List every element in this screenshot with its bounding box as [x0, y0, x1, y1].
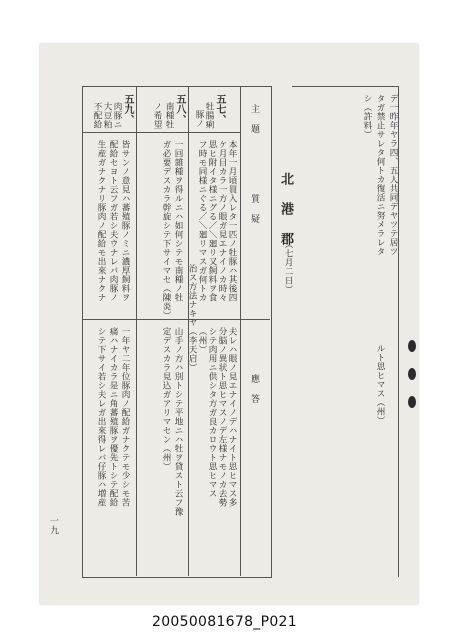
binding-hole-icon: [408, 340, 416, 352]
item-question-line: 本年一月頃買入レタ一匹ノ牡豚ハ其後四: [227, 140, 237, 302]
item-answer-line: （州）: [197, 327, 207, 354]
item-subject: 牡腸痢: [204, 102, 214, 129]
item-question-line: ガ必要デスカラ幹旋シテ下サイマセ（陳炎）: [161, 140, 171, 320]
item-answer-line: シテ下サイ若シ夫レガ出來得レバ仔豚ハ増産: [96, 327, 106, 507]
subject-divider: [82, 132, 240, 133]
item-subject: 南種牡: [164, 102, 174, 129]
header-question: 質 疑: [249, 194, 259, 224]
item-subject: 豚ノ: [194, 110, 204, 128]
section-date: （七月二日）: [283, 240, 293, 294]
item-number: 五九、: [122, 94, 133, 126]
row-divider: [136, 86, 137, 576]
item-subject: 大豆粕: [102, 102, 112, 129]
item-answer-line: 分脳ノ異状ト思ヒマスノデ左様ナモノカ去勢: [217, 327, 227, 507]
item-answer-line: 山手ノ方ハ別トシテ平地ニハ牡ヲ貸スト云フ豫: [173, 327, 183, 516]
document-page: [40, 44, 418, 604]
page-number: 一九: [48, 516, 58, 535]
item-answer-line: 夫レハ眼ノ見エナイノデハナイト思ヒマス多: [227, 327, 237, 507]
binding-hole-icon: [408, 396, 416, 408]
binding-hole-icon: [408, 368, 416, 380]
item-answer-line: シテ肉用ニ供シタ方ガ良カロウト思ヒマス: [207, 327, 217, 498]
item-question-line: フ時モ同様ニぐる／＼廻リマスガ何トカ: [197, 140, 207, 302]
item-question-line: 皆サンノ意見ハ蕃殖豚ノミニ濃厚飼料ヲ: [120, 140, 130, 302]
header-divider: [240, 86, 241, 576]
item-answer-line: 定デスカラ見込ガアリマセン（州）: [161, 327, 171, 471]
header-answer: 應 答: [249, 374, 259, 404]
table-frame-outer: [292, 86, 399, 577]
item-answer-line: 一年ヤ二年位豚肉ノ配給ガナクテモ少シモ苦: [120, 327, 130, 507]
item-question-line: 治ス方法ナキヤ（李天启）: [187, 264, 197, 372]
qa-divider: [82, 319, 270, 320]
prev-question-line: タガ禁止サレタ何トカ復活ニ努メラレタ: [375, 94, 385, 256]
header-subject: 主 題: [249, 104, 259, 134]
image-caption: 20050081678_P021: [152, 614, 297, 630]
item-subject: 肉豚ニ: [112, 102, 122, 129]
item-question-line: 生産ガナクナリ豚肉ノ配給モ出來ナクナ: [96, 140, 106, 302]
item-subject: ノ希望: [152, 102, 162, 129]
item-number: 五八、: [174, 94, 185, 126]
prev-question-line: シ（許料）: [362, 94, 372, 139]
prev-answer-line: ルト思ヒマス（州）: [375, 344, 385, 425]
item-question-line: 思ヒ附イタ様ニグる／＼廻リ又飼料ヲ食: [207, 140, 217, 302]
item-question-line: 配給セヨト云フガ若シ夫ウナレバ肉豚ノ: [108, 140, 118, 302]
item-question-line: ケ月目カラ一方ノ眼ガ見エナイノカ時々: [217, 140, 227, 302]
section-title: 北 港 郡: [278, 172, 293, 247]
item-question-line: 一回雜種ヲ得ルニハ如何シテモ南種ノ牡: [173, 140, 183, 302]
item-subject: 不配給: [92, 102, 102, 129]
prev-question-line: デ一昨年ヤラ四、五人共同デヤツテ居ツ: [388, 94, 398, 256]
item-number: 五七、: [214, 94, 225, 126]
item-answer-line: 痛ハナイカラ是ニ角蕃殖豚ヲ優先トシテ配給: [108, 327, 118, 507]
